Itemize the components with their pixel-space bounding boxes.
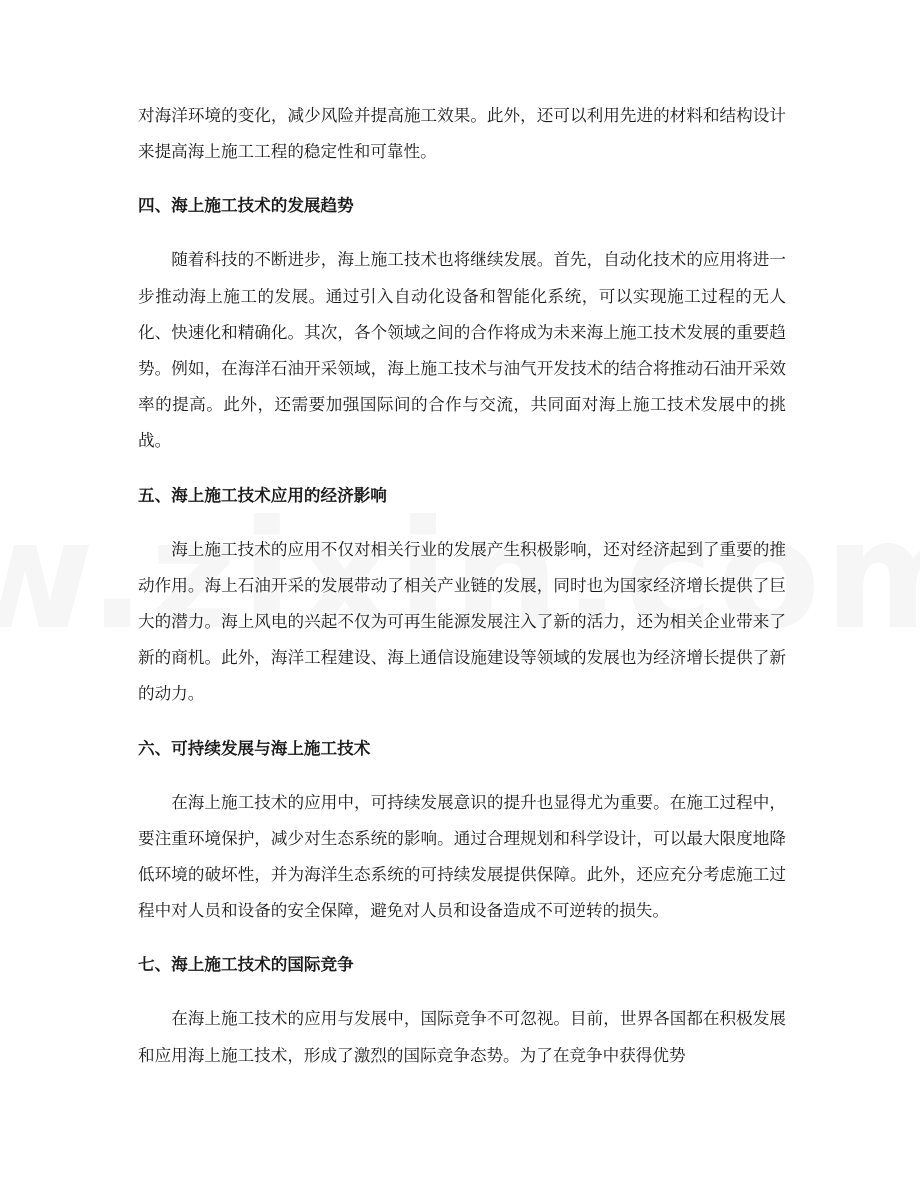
intro-paragraph: 对海洋环境的变化，减少风险并提高施工效果。此外，还可以利用先进的材料和结构设计来提高海上施工工程的稳定性和可靠性。	[138, 106, 786, 162]
section-paragraph-6: 在海上施工技术的应用中，可持续发展意识的提升也显得尤为重要。在施工过程中，要注重环境保护，减少对生态系统的影响。通过合理规划和科学设计，可以最大限度地降低环境的破坏性，并为海洋生态系统的可持续发展提供保障。此外，还应充分考虑施工过程中对人员和设备的安全保障，避免对人员和设备造成不可逆转的损失。	[138, 792, 786, 921]
section-paragraph-5: 海上施工技术的应用不仅对相关行业的发展产生积极影响，还对经济起到了重要的推动作用。海上石油开采的发展带动了相关产业链的发展，同时也为国家经济增长提供了巨大的潜力。海上风电的兴起不仅为可再生能源发展注入了新的活力，还为相关企业带来了新的商机。此外，海洋工程建设、海上通信设施建设等领域的发展也为经济增长提供了新的动力。	[138, 539, 786, 704]
document-page	[138, 98, 786, 1074]
section-heading-5: 五、海上施工技术应用的经济影响	[138, 485, 387, 505]
section-heading-6: 六、可持续发展与海上施工技术	[138, 738, 371, 758]
section-heading-7: 七、海上施工技术的国际竞争	[138, 955, 354, 975]
section-heading-4: 四、海上施工技术的发展趋势	[138, 196, 354, 216]
section-paragraph-4: 随着科技的不断进步，海上施工技术也将继续发展。首先，自动化技术的应用将进一步推动海上施工的发展。通过引入自动化设备和智能化系统，可以实现施工过程的无人化、快速化和精确化。其次，各个领域之间的合作将成为未来海上施工技术发展的重要趋势。例如，在海洋石油开采领域，海上施工技术与油气开发技术的结合将推动石油开采效率的提高。此外，还需要加强国际间的合作与交流，共同面对海上施工技术发展中的挑战。	[138, 250, 786, 451]
section-paragraph-7: 在海上施工技术的应用与发展中，国际竞争不可忽视。目前，世界各国都在积极发展和应用海上施工技术，形成了激烈的国际竞争态势。为了在竞争中获得优势	[138, 1009, 786, 1065]
